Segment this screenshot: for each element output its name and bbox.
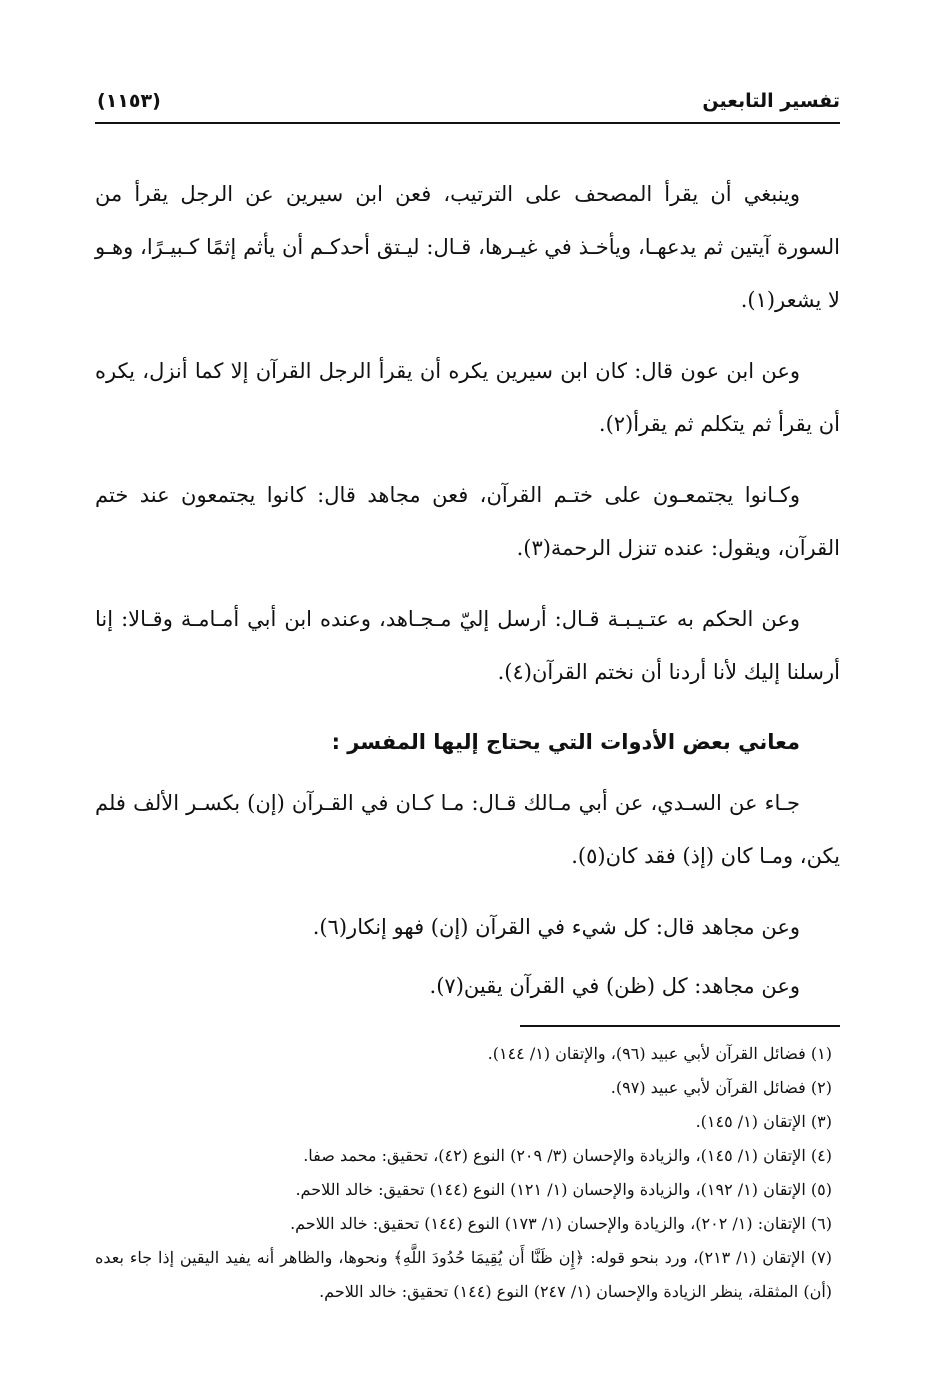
footnote-separator: [520, 1025, 840, 1027]
paragraph: وعن مجاهد قال: كل شيء في القرآن (إن) فهو إنكار(٦).: [312, 915, 800, 939]
page: [95, 88, 840, 1309]
paragraph: وكـانوا يجتمعـون على ختـم القرآن، فعن مجاهد قال: كانوا يجتمعون عند ختم القرآن، ويقول: عنده تنزل الرحمة(٣).: [95, 483, 840, 560]
section-heading: معاني بعض الأدوات التي يحتاج إليها المفسر :: [331, 730, 800, 754]
footnote: (٦) الإتقان: (١/ ٢٠٢)، والزيادة والإحسان (١/ ١٧٣) النوع (١٤٤) تحقيق: خالد اللاحم.: [290, 1214, 832, 1233]
footnote: (٥) الإتقان (١/ ١٩٢)، والزيادة والإحسان (١/ ١٢١) النوع (١٤٤) تحقيق: خالد اللاحم.: [295, 1180, 832, 1199]
page-header: [95, 88, 840, 124]
footnote: (٤) الإتقان (١/ ١٤٥)، والزيادة والإحسان (٣/ ٢٠٩) النوع (٤٢)، تحقيق: محمد صفا.: [303, 1146, 832, 1165]
main-text: [95, 168, 840, 1013]
paragraph: جـاء عن السـدي، عن أبي مـالك قـال: مـا كـان في القـرآن (إن) بكسـر الألف فلم يكن، ومـا كان (إذ) فقد كان(٥).: [95, 791, 840, 868]
book-title: تفسير التابعين: [702, 90, 840, 112]
footnote: (٧) الإتقان (١/ ٢١٣)، ورد بنحو قوله: ﴿إِن ظَنَّا أَن يُقِيمَا حُدُودَ اللَّهِ﴾ ونحوها، والظاهر أنه يفيد اليقين إذا جاء بعده (أن) المثقلة، ينظر الزيادة والإحسان (١/ ٢٤٧) النوع (١٤٤) تحقيق: خالد اللاحم.: [95, 1248, 832, 1301]
footnote: (٣) الإتقان (١/ ١٤٥).: [695, 1112, 832, 1131]
footnote: (١) فضائل القرآن لأبي عبيد (٩٦)، والإتقان (١/ ١٤٤).: [487, 1044, 832, 1063]
paragraph: وينبغي أن يقرأ المصحف على الترتيب، فعن ابن سيرين عن الرجل يقرأ من السورة آيتين ثم يدعهـا، ويأخـذ في غيـرها، قـال: ليـتق أحدكـم أن يأثم إثمًا كـبيـرًا، وهـو لا يشعر(١).: [95, 182, 840, 312]
footnotes: [95, 1037, 840, 1309]
footnote: (٢) فضائل القرآن لأبي عبيد (٩٧).: [610, 1078, 832, 1097]
paragraph: وعن الحكم به عتـيـبـة قـال: أرسل إليّ مـجـاهد، وعنده ابن أبي أمـامـة وقـالا: إنا أرسلنا إليك لأنا أردنا أن نختم القرآن(٤).: [95, 607, 840, 684]
page-number: (١١٥٣): [97, 90, 161, 112]
paragraph: وعن مجاهد: كل (ظن) في القرآن يقين(٧).: [429, 974, 800, 998]
paragraph: وعن ابن عون قال: كان ابن سيرين يكره أن يقرأ الرجل القرآن إلا كما أنزل، يكره أن يقرأ ثم يتكلم ثم يقرأ(٢).: [95, 359, 840, 436]
